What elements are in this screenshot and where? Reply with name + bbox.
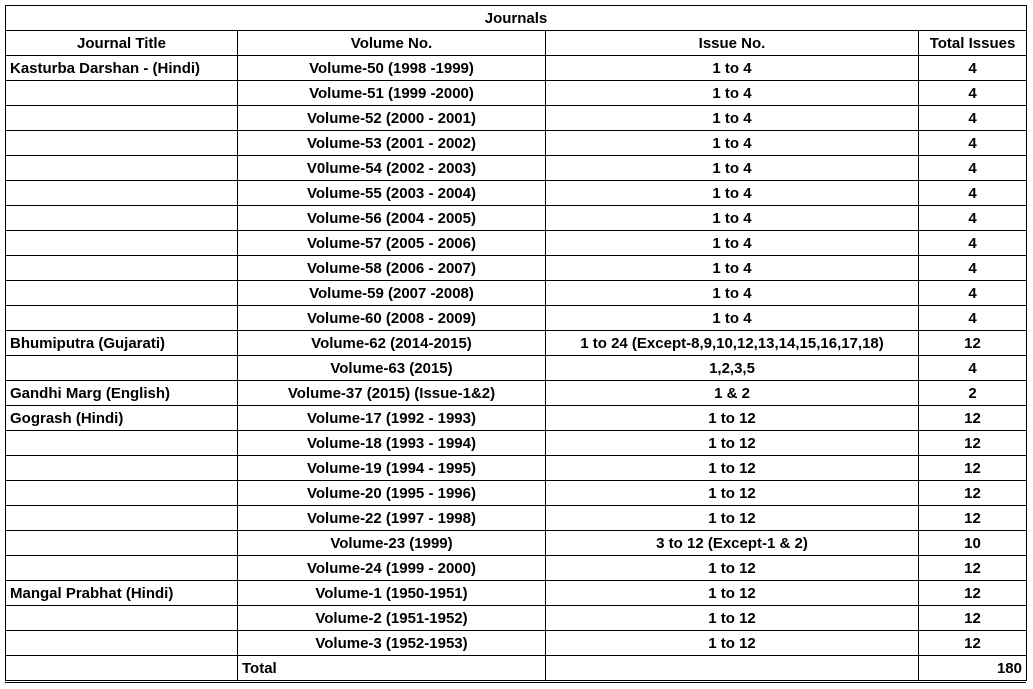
- table-row: [6, 106, 1027, 131]
- issue-no-cell: 1 to 12: [546, 606, 919, 631]
- volume-no-cell: V0lume-54 (2002 - 2003): [238, 156, 546, 181]
- volume-no-cell: Volume-20 (1995 - 1996): [238, 481, 546, 506]
- journal-title-cell: [6, 256, 238, 281]
- table-row: [6, 531, 1027, 556]
- total-issues-cell: 12: [919, 406, 1027, 431]
- total-issues-cell: 4: [919, 306, 1027, 331]
- total-issues-cell: 12: [919, 556, 1027, 581]
- volume-no-cell: Volume-53 (2001 - 2002): [238, 131, 546, 156]
- total-value: 180: [919, 656, 1027, 681]
- table-row: [6, 206, 1027, 231]
- total-empty-issue-cell: [546, 656, 919, 681]
- table-row: [6, 81, 1027, 106]
- journal-title-cell: [6, 81, 238, 106]
- total-issues-cell: 4: [919, 56, 1027, 81]
- journal-title-cell: [6, 606, 238, 631]
- total-issues-cell: 12: [919, 631, 1027, 656]
- volume-no-cell: Volume-18 (1993 - 1994): [238, 431, 546, 456]
- total-issues-cell: 4: [919, 131, 1027, 156]
- issue-no-cell: 1 to 12: [546, 431, 919, 456]
- table-row: [6, 256, 1027, 281]
- journal-title-cell: [6, 506, 238, 531]
- volume-no-cell: Volume-22 (1997 - 1998): [238, 506, 546, 531]
- table-row: [6, 181, 1027, 206]
- table-row: [6, 631, 1027, 656]
- volume-no-cell: Volume-52 (2000 - 2001): [238, 106, 546, 131]
- total-issues-cell: 4: [919, 281, 1027, 306]
- volume-no-cell: Volume-56 (2004 - 2005): [238, 206, 546, 231]
- journal-title-cell: [6, 131, 238, 156]
- issue-no-cell: 1 & 2: [546, 381, 919, 406]
- total-issues-cell: 4: [919, 231, 1027, 256]
- issue-no-cell: 1 to 4: [546, 281, 919, 306]
- table-body: [6, 56, 1027, 656]
- table-row: [6, 381, 1027, 406]
- journal-title-cell: Mangal Prabhat (Hindi): [6, 581, 238, 606]
- issue-no-cell: 1 to 12: [546, 406, 919, 431]
- header-issue-no: Issue No.: [546, 31, 919, 56]
- volume-no-cell: Volume-17 (1992 - 1993): [238, 406, 546, 431]
- issue-no-cell: 1 to 4: [546, 156, 919, 181]
- table-row: [6, 556, 1027, 581]
- journals-table: [5, 5, 1027, 681]
- table-row: [6, 331, 1027, 356]
- total-row: [6, 656, 1027, 681]
- total-issues-cell: 12: [919, 431, 1027, 456]
- journal-title-cell: [6, 631, 238, 656]
- volume-no-cell: Volume-58 (2006 - 2007): [238, 256, 546, 281]
- total-issues-cell: 12: [919, 506, 1027, 531]
- volume-no-cell: Volume-24 (1999 - 2000): [238, 556, 546, 581]
- issue-no-cell: 1 to 4: [546, 306, 919, 331]
- volume-no-cell: Volume-55 (2003 - 2004): [238, 181, 546, 206]
- issue-no-cell: 1 to 4: [546, 56, 919, 81]
- table-row: [6, 606, 1027, 631]
- total-issues-cell: 2: [919, 381, 1027, 406]
- total-issues-cell: 4: [919, 181, 1027, 206]
- volume-no-cell: Volume-62 (2014-2015): [238, 331, 546, 356]
- volume-no-cell: Volume-60 (2008 - 2009): [238, 306, 546, 331]
- journal-title-cell: [6, 281, 238, 306]
- table-row: [6, 431, 1027, 456]
- total-label: Total: [238, 656, 546, 681]
- total-issues-cell: 4: [919, 206, 1027, 231]
- table-row: [6, 56, 1027, 81]
- total-issues-cell: 12: [919, 581, 1027, 606]
- table-row: [6, 456, 1027, 481]
- total-issues-cell: 12: [919, 456, 1027, 481]
- table-title-row: [6, 6, 1027, 31]
- issue-no-cell: 3 to 12 (Except-1 & 2): [546, 531, 919, 556]
- table-row: [6, 306, 1027, 331]
- volume-no-cell: Volume-63 (2015): [238, 356, 546, 381]
- volume-no-cell: Volume-1 (1950-1951): [238, 581, 546, 606]
- volume-no-cell: Volume-23 (1999): [238, 531, 546, 556]
- volume-no-cell: Volume-2 (1951-1952): [238, 606, 546, 631]
- total-issues-cell: 4: [919, 256, 1027, 281]
- table-row: [6, 131, 1027, 156]
- issue-no-cell: 1 to 12: [546, 506, 919, 531]
- issue-no-cell: 1 to 4: [546, 131, 919, 156]
- issue-no-cell: 1 to 12: [546, 556, 919, 581]
- journal-title-cell: [6, 156, 238, 181]
- bottom-double-rule: [5, 682, 1026, 683]
- journal-title-cell: [6, 231, 238, 256]
- journal-title-cell: [6, 481, 238, 506]
- issue-no-cell: 1 to 12: [546, 481, 919, 506]
- total-issues-cell: 12: [919, 606, 1027, 631]
- issue-no-cell: 1 to 12: [546, 581, 919, 606]
- header-total-issues: Total Issues: [919, 31, 1027, 56]
- total-issues-cell: 4: [919, 106, 1027, 131]
- issue-no-cell: 1 to 12: [546, 456, 919, 481]
- journal-title-cell: [6, 106, 238, 131]
- table-title: Journals: [6, 6, 1027, 31]
- table-row: [6, 506, 1027, 531]
- header-row: [6, 31, 1027, 56]
- journal-title-cell: [6, 306, 238, 331]
- issue-no-cell: 1 to 4: [546, 106, 919, 131]
- issue-no-cell: 1 to 4: [546, 231, 919, 256]
- journal-title-cell: [6, 206, 238, 231]
- volume-no-cell: Volume-50 (1998 -1999): [238, 56, 546, 81]
- journal-title-cell: Kasturba Darshan - (Hindi): [6, 56, 238, 81]
- journal-title-cell: [6, 356, 238, 381]
- volume-no-cell: Volume-51 (1999 -2000): [238, 81, 546, 106]
- table-row: [6, 481, 1027, 506]
- total-issues-cell: 4: [919, 356, 1027, 381]
- journal-title-cell: Bhumiputra (Gujarati): [6, 331, 238, 356]
- header-journal-title: Journal Title: [6, 31, 238, 56]
- total-issues-cell: 4: [919, 156, 1027, 181]
- issue-no-cell: 1 to 24 (Except-8,9,10,12,13,14,15,16,17,18): [546, 331, 919, 356]
- issue-no-cell: 1 to 4: [546, 256, 919, 281]
- issue-no-cell: 1 to 4: [546, 181, 919, 206]
- journal-title-cell: [6, 556, 238, 581]
- journal-title-cell: [6, 181, 238, 206]
- issue-no-cell: 1 to 4: [546, 206, 919, 231]
- total-issues-cell: 10: [919, 531, 1027, 556]
- journal-title-cell: [6, 456, 238, 481]
- issue-no-cell: 1,2,3,5: [546, 356, 919, 381]
- journal-title-cell: Gandhi Marg (English): [6, 381, 238, 406]
- journal-title-cell: [6, 531, 238, 556]
- table-row: [6, 581, 1027, 606]
- volume-no-cell: Volume-19 (1994 - 1995): [238, 456, 546, 481]
- table-row: [6, 156, 1027, 181]
- journal-title-cell: Gogrash (Hindi): [6, 406, 238, 431]
- table-row: [6, 406, 1027, 431]
- journal-title-cell: [6, 431, 238, 456]
- total-issues-cell: 12: [919, 331, 1027, 356]
- table-row: [6, 281, 1027, 306]
- header-volume-no: Volume No.: [238, 31, 546, 56]
- volume-no-cell: Volume-37 (2015) (Issue-1&2): [238, 381, 546, 406]
- total-issues-cell: 12: [919, 481, 1027, 506]
- volume-no-cell: Volume-57 (2005 - 2006): [238, 231, 546, 256]
- volume-no-cell: Volume-3 (1952-1953): [238, 631, 546, 656]
- volume-no-cell: Volume-59 (2007 -2008): [238, 281, 546, 306]
- total-issues-cell: 4: [919, 81, 1027, 106]
- table-row: [6, 356, 1027, 381]
- total-empty-cell: [6, 656, 238, 681]
- issue-no-cell: 1 to 12: [546, 631, 919, 656]
- table-row: [6, 231, 1027, 256]
- issue-no-cell: 1 to 4: [546, 81, 919, 106]
